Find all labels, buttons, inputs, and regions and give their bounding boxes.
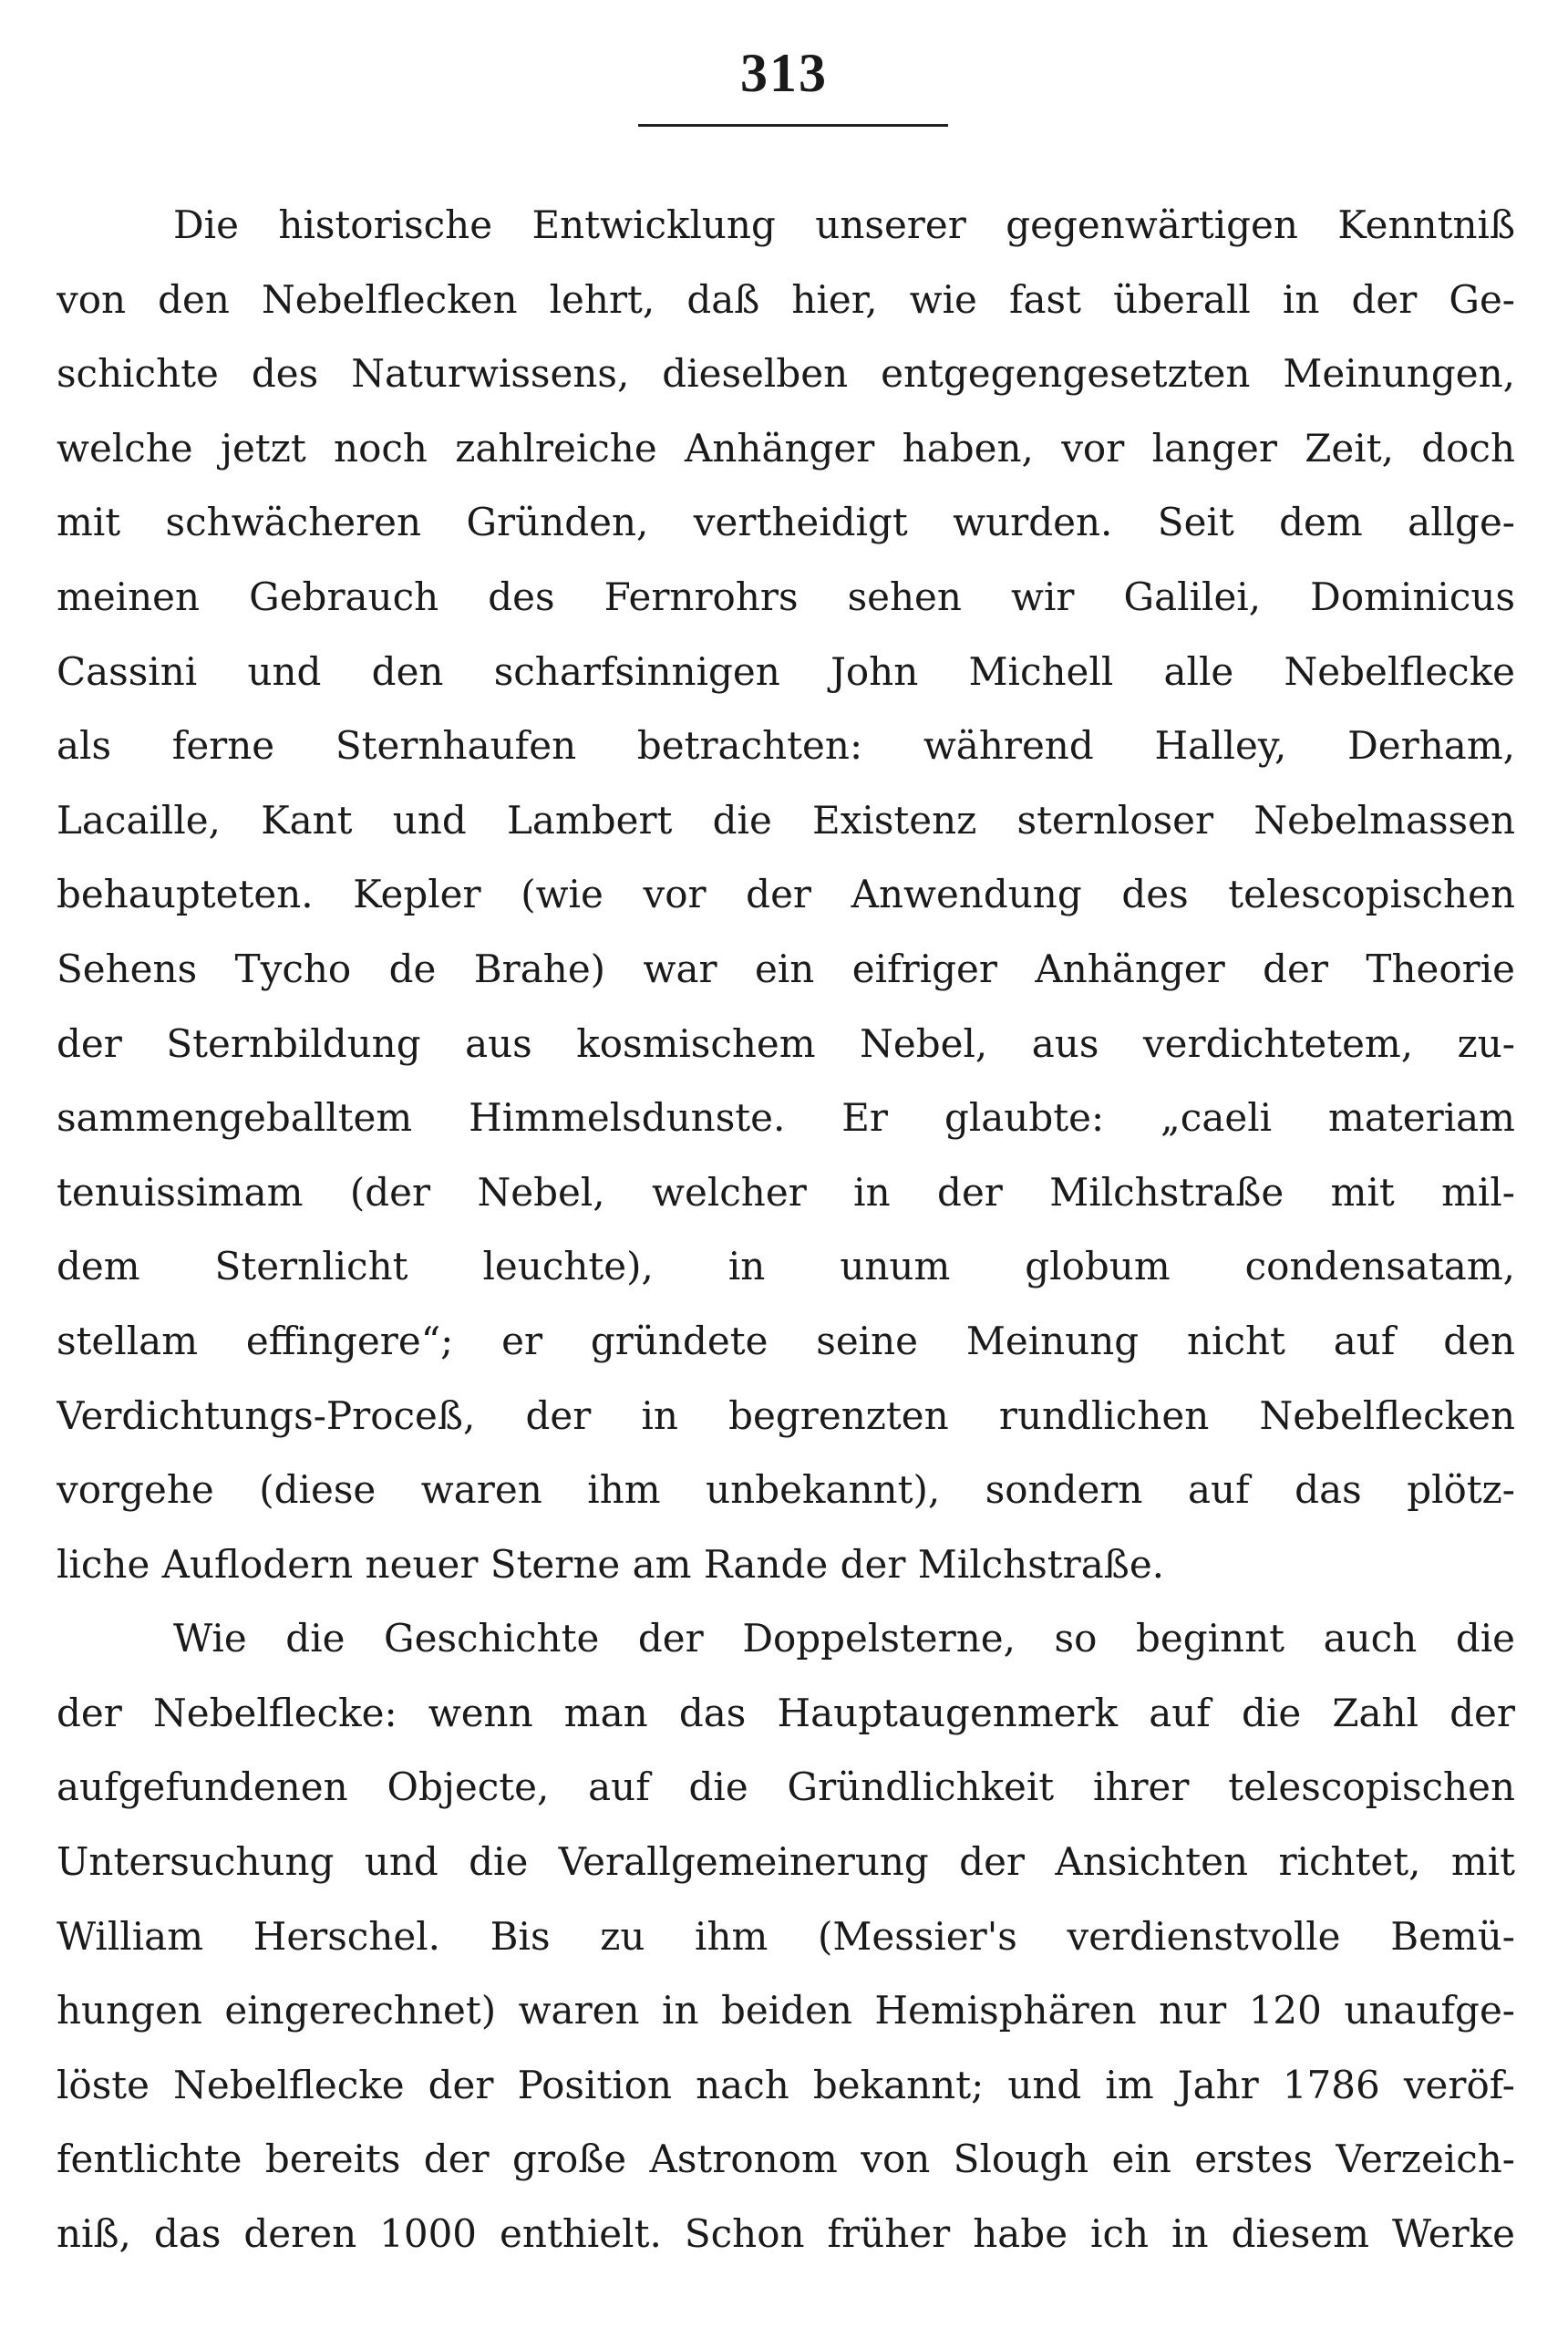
text-line: William Herschel. Bis zu ihm (Messier's verdienstvolle Bemü- <box>57 1913 1515 1959</box>
text-line: welche jetzt noch zahlreiche Anhänger haben, vor langer Zeit, doch <box>57 425 1515 471</box>
text-line: liche Auflodern neuer Sterne am Rande der Milchstraße. <box>57 1541 1165 1587</box>
text-line: tenuissimam (der Nebel, welcher in der Milchstraße mit mil- <box>57 1169 1515 1215</box>
text-line: Cassini und den scharfsinnigen John Michell alle Nebelflecke <box>57 648 1515 694</box>
header-rule <box>638 124 948 127</box>
text-line: Wie die Geschichte der Doppelsterne, so beginnt auch die <box>173 1616 1515 1661</box>
text-line: der Nebelflecke: wenn man das Hauptaugenmerk auf die Zahl der <box>57 1690 1515 1735</box>
page-number: 313 <box>740 43 828 103</box>
text-line: Untersuchung und die Verallgemeinerung der Ansichten richtet, mit <box>57 1839 1515 1885</box>
text-line: sammengeballtem Himmelsdunste. Er glaubte: „caeli materiam <box>57 1095 1515 1141</box>
text-line: vorgehe (diese waren ihm unbekannt), sondern auf das plötz- <box>57 1467 1515 1513</box>
text-line: meinen Gebrauch des Fernrohrs sehen wir Galilei, Dominicus <box>57 574 1515 619</box>
text-line: aufgefundenen Objecte, auf die Gründlichkeit ihrer telescopischen <box>57 1764 1515 1810</box>
text-line: von den Nebelflecken lehrt, daß hier, wie fast überall in der Ge- <box>57 276 1515 322</box>
text-line: niß, das deren 1000 enthielt. Schon früher habe ich in diesem Werke <box>57 2211 1515 2257</box>
text-line: stellam effingere“; er gründete seine Meinung nicht auf den <box>57 1318 1515 1363</box>
text-line: der Sternbildung aus kosmischem Nebel, aus verdichtetem, zu- <box>57 1020 1515 1066</box>
body-text <box>57 188 1515 2271</box>
text-line: Sehens Tycho de Brahe) war ein eifriger Anhänger der Theorie <box>57 946 1515 991</box>
text-line: löste Nebelflecke der Position nach bekannt; und im Jahr 1786 veröf- <box>57 2062 1515 2107</box>
text-line: Verdichtungs-Proceß, der in begrenzten rundlichen Nebelflecken <box>57 1392 1515 1438</box>
text-line: hungen eingerechnet) waren in beiden Hemisphären nur 120 unaufge- <box>57 1988 1515 2033</box>
text-line: Die historische Entwicklung unserer gegenwärtigen Kenntniß <box>173 202 1515 247</box>
text-line: dem Sternlicht leuchte), in unum globum condensatam, <box>57 1244 1515 1289</box>
text-line: mit schwächeren Gründen, vertheidigt wurden. Seit dem allge- <box>57 500 1515 545</box>
text-line: als ferne Sternhaufen betrachten: während Halley, Derham, <box>57 723 1515 769</box>
text-line: fentlichte bereits der große Astronom von Slough ein erstes Verzeich- <box>57 2137 1515 2182</box>
text-line: schichte des Naturwissens, dieselben entgegengesetzten Meinungen, <box>57 351 1515 397</box>
text-line: behaupteten. Kepler (wie vor der Anwendung des telescopischen <box>57 872 1515 917</box>
text-line: Lacaille, Kant und Lambert die Existenz sternloser Nebelmassen <box>57 797 1515 843</box>
